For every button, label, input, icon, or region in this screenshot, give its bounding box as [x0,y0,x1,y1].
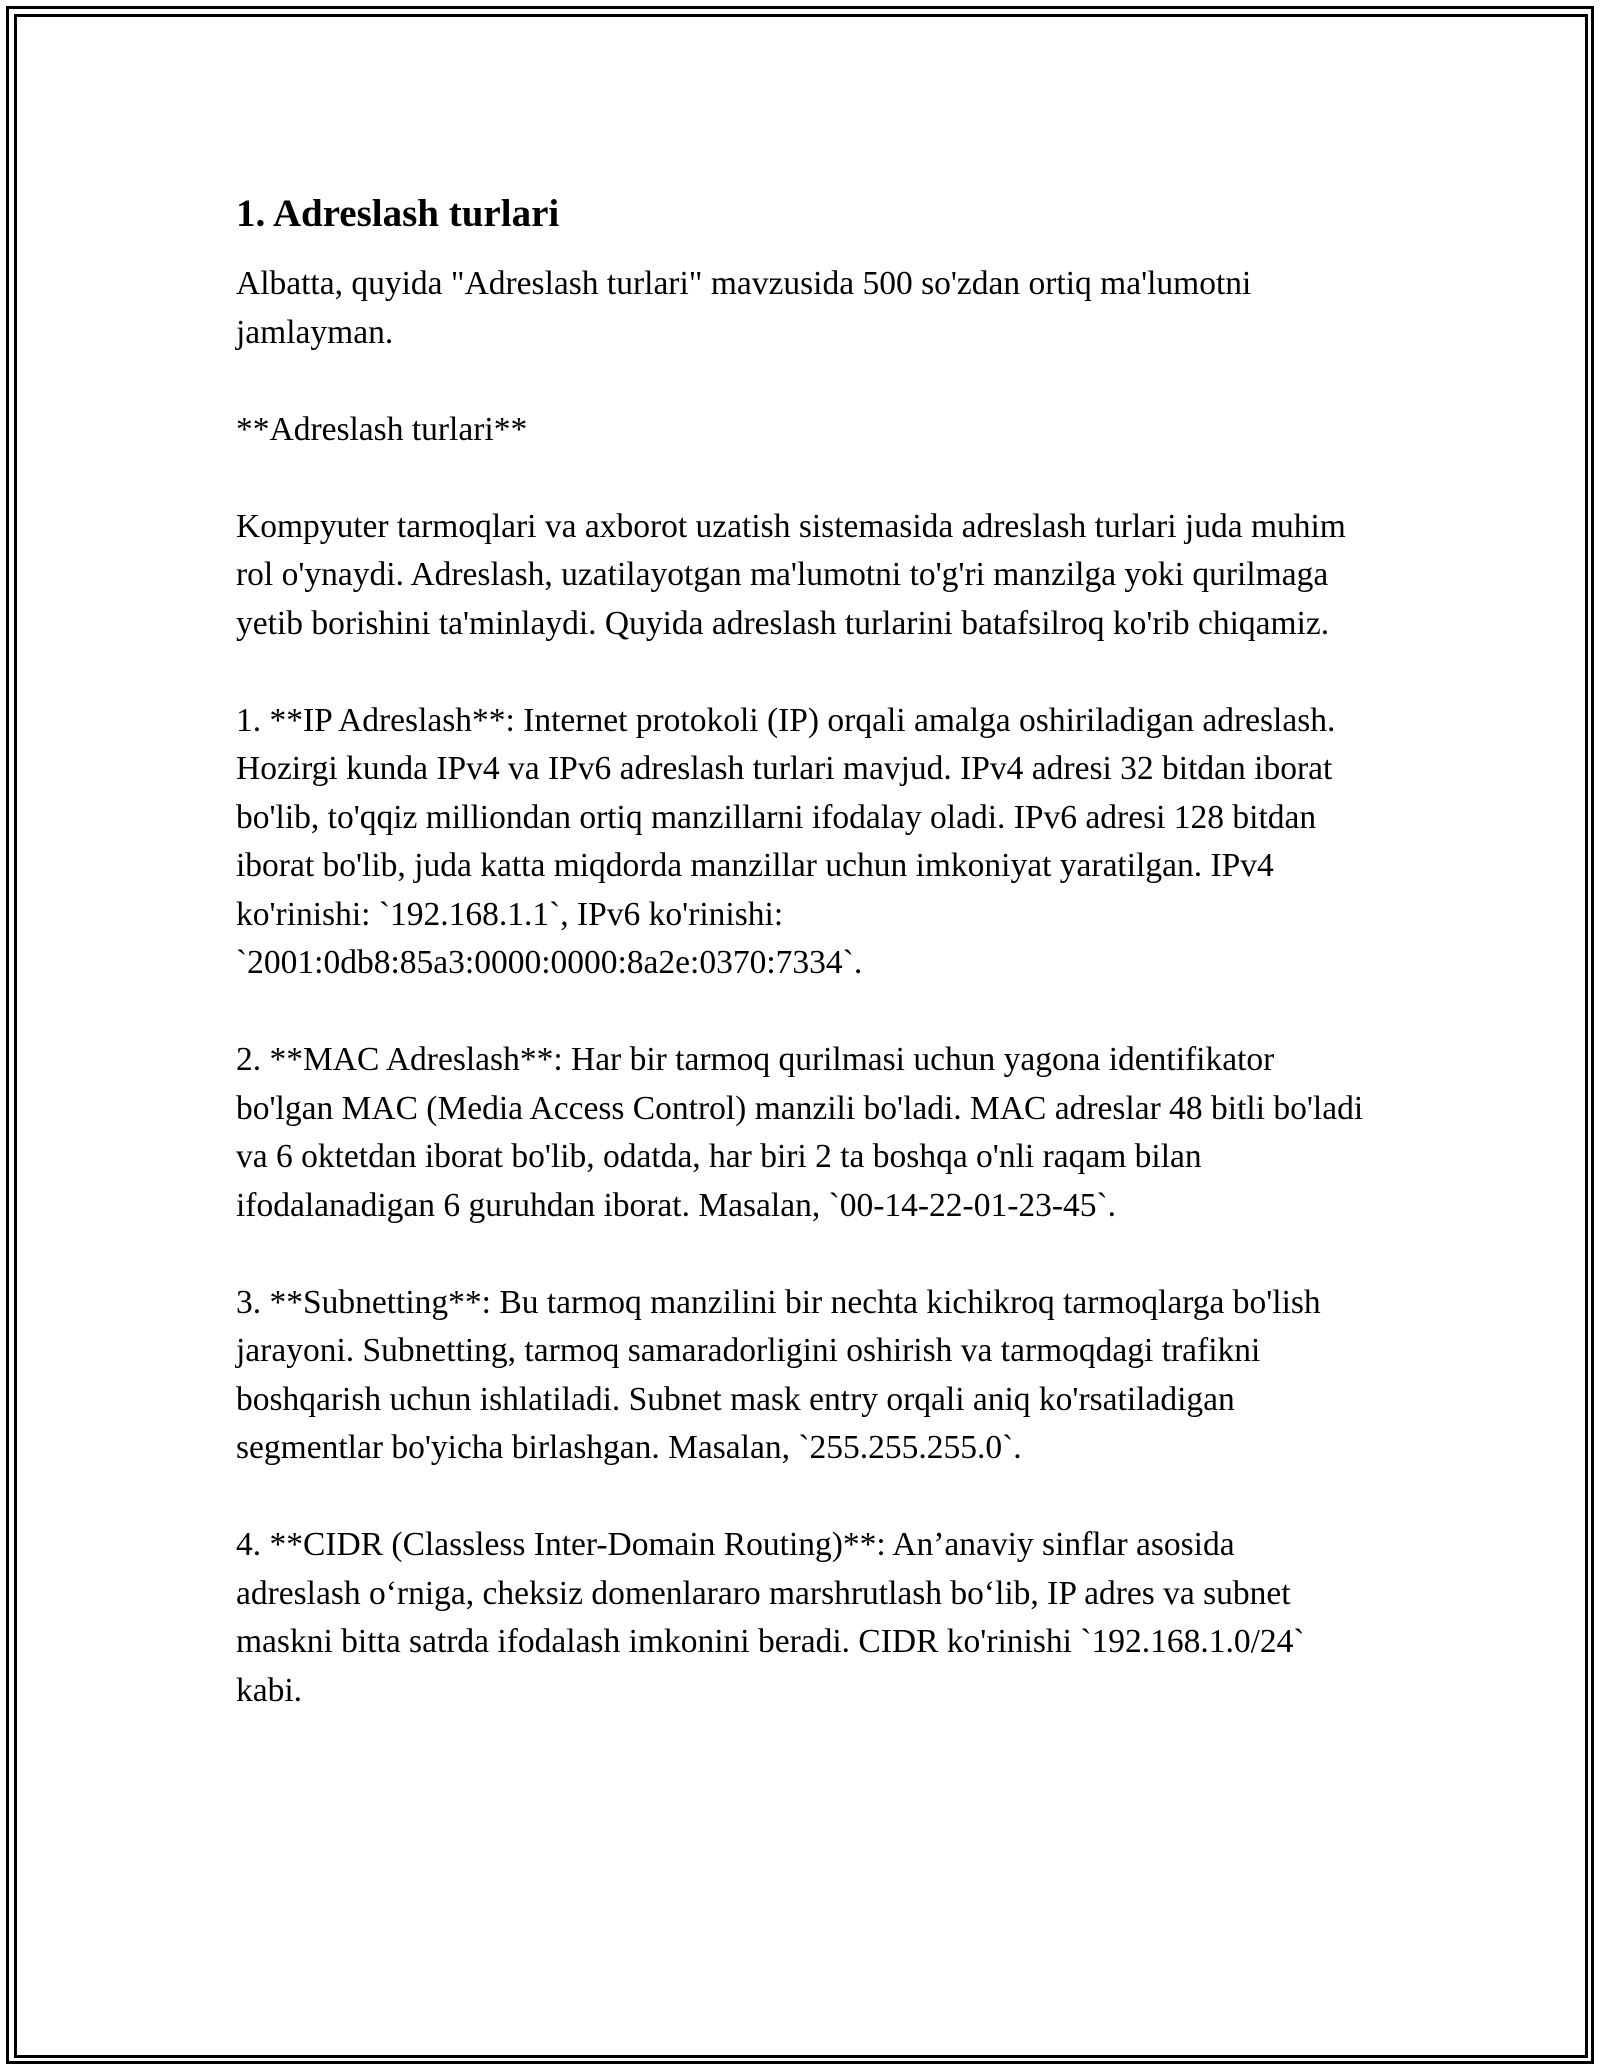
mac-addressing-paragraph: 2. **MAC Adreslash**: Har bir tarmoq qurilmasi uchun yagona identifikator bo'lgan MAC (Media Access Control) manzili bo'ladi. MAC adreslar 48 bitli bo'ladi va 6 oktetdan iborat bo'lib, odatda, har biri 2 ta boshqa o'nli raqam bilan ifodalanadigan 6 guruhdan iborat. Masalan, `00-14-22-01-23-45`. [236,1041,1372,1224]
ip-addressing-paragraph: 1. **IP Adreslash**: Internet protokoli (IP) orqali amalga oshiriladigan adreslash. Hozirgi kunda IPv4 va IPv6 adreslash turlari mavjud. IPv4 adresi 32 bitdan iborat bo'lib, to'qqiz milliondan ortiq manzillarni ifodalay oladi. IPv6 adresi 128 bitdan iborat bo'lib, juda katta miqdorda manzillar uchun imkoniyat yaratilgan. IPv4 ko'rinishi: `192.168.1.1`, IPv6 ko'rinishi: `2001:0db8:85a3:0000:0000:8a2e:0370:7334`. [236,701,1344,981]
section-heading: 1. Adreslash turlari [236,192,560,235]
document-body [236,186,1372,1715]
subtitle-paragraph: **Adreslash turlari** [236,410,528,448]
intro-paragraph: Albatta, quyida "Adreslash turlari" mavzusida 500 so'zdan ortiq ma'lumotni jamlayman. [236,265,1260,351]
cidr-paragraph: 4. **CIDR (Classless Inter-Domain Routing)**: An’anaviy sinflar asosida adreslash o‘rniga, cheksiz domenlararo marshrutlash bo‘lib, IP adres va subnet maskni bitta satrda ifodalash imkonini beradi. CIDR ko'rinishi `192.168.1.0/24` kabi. [236,1526,1313,1709]
subnetting-paragraph: 3. **Subnetting**: Bu tarmoq manzilini bir nechta kichikroq tarmoqlarga bo'lish jarayoni. Subnetting, tarmoq samaradorligini oshirish va tarmoqdagi trafikni boshqarish uchun ishlatiladi. Subnet mask entry orqali aniq ko'rsatiladigan segmentlar bo'yicha birlashgan. Masalan, `255.255.255.0`. [236,1283,1330,1466]
overview-paragraph: Kompyuter tarmoqlari va axborot uzatish sistemasida adreslash turlari juda muhim rol o'ynaydi. Adreslash, uzatilayotgan ma'lumotni to'g'ri manzilga yoki qurilmaga yetib borishini ta'minlaydi. Quyida adreslash turlarini batafsilroq ko'rib chiqamiz. [236,507,1355,642]
